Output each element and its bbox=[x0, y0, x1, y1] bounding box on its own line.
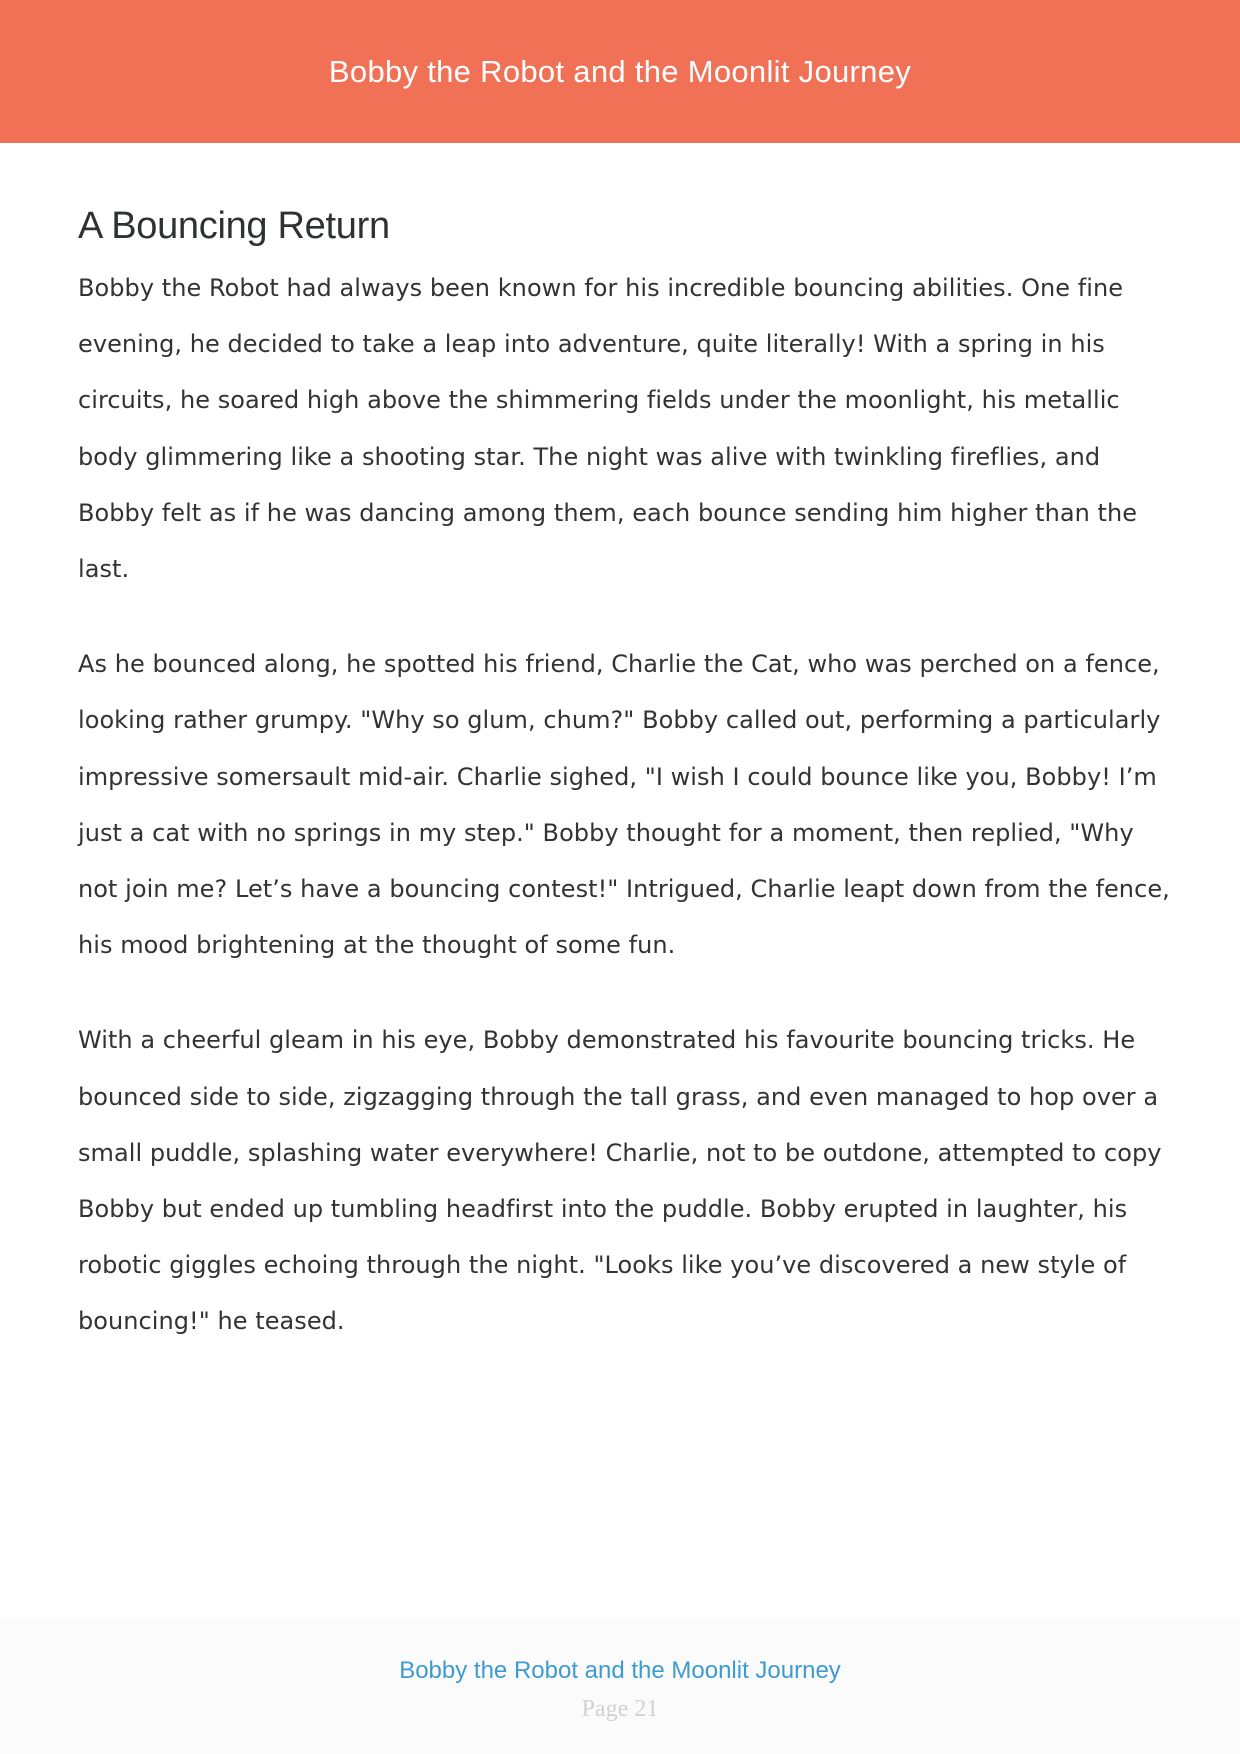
story-paragraph-3: With a cheerful gleam in his eye, Bobby demonstrated his favourite bouncing tricks. He bounced side to side, zigzagging through the tall grass, and even managed to hop over a small puddle, splashing water everywhere! Charlie, not to be outdone, attempted to copy Bobby but ended up tumbling headfirst into the puddle. Bobby erupted in laughter, his robotic giggles echoing through the night. "Looks like you’ve discovered a new style of bouncing!" he teased. bbox=[78, 1026, 1162, 1336]
book-title-footer: Bobby the Robot and the Moonlit Journey bbox=[399, 1657, 841, 1684]
book-title-header: Bobby the Robot and the Moonlit Journey bbox=[328, 54, 912, 89]
page-header bbox=[0, 0, 1240, 143]
page-footer bbox=[0, 1618, 1240, 1754]
page-number: Page 21 bbox=[581, 1696, 659, 1722]
chapter-title: A Bouncing Return bbox=[78, 205, 390, 247]
story-paragraph-1: Bobby the Robot had always been known for his incredible bouncing abilities. One fine evening, he decided to take a leap into adventure, quite literally! With a spring in his circuits, he soared high above the shimmering fields under the moonlight, his metallic body glimmering like a shooting star. The night was alive with twinkling fireflies, and Bobby felt as if he was dancing among them, each bounce sending him higher than the last. bbox=[78, 274, 1138, 584]
story-paragraph-2: As he bounced along, he spotted his friend, Charlie the Cat, who was perched on a fence, looking rather grumpy. "Why so glum, chum?" Bobby called out, performing a particularly impressive somersault mid-air. Charlie sighed, "I wish I could bounce like you, Bobby! I’m just a cat with no springs in my step." Bobby thought for a moment, then replied, "Why not join me? Let’s have a bouncing contest!" Intrigued, Charlie leapt down from the fence, his mood brightening at the thought of some fun. bbox=[78, 650, 1170, 960]
chapter-content bbox=[78, 196, 1173, 1350]
